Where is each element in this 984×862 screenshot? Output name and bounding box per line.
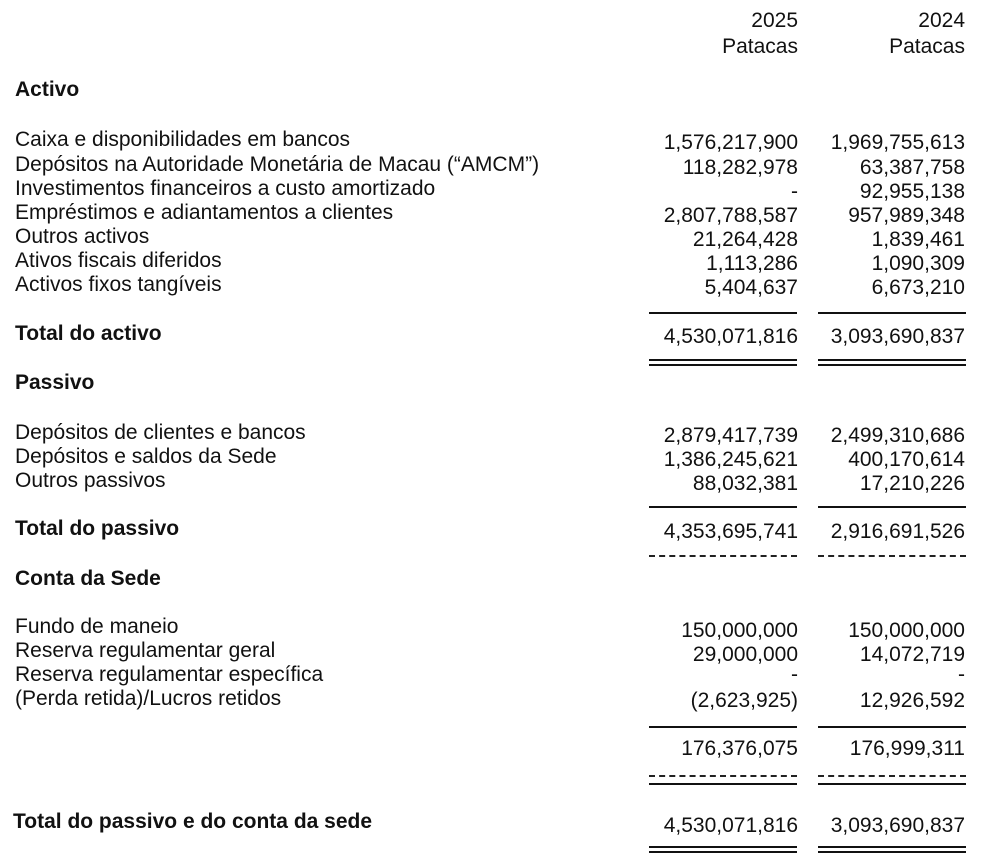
value-2025: 1,576,217,900 <box>663 131 798 154</box>
subtotal-rule <box>818 312 966 314</box>
dashed-rule <box>649 775 797 777</box>
value-2024: 1,969,755,613 <box>830 131 965 154</box>
value-2024: 150,000,000 <box>848 619 965 642</box>
subtotal-2025: 176,376,075 <box>681 737 798 760</box>
row-label: (Perda retida)/Lucros retidos <box>15 687 282 710</box>
row-label: Depósitos de clientes e bancos <box>15 421 306 444</box>
value-2025: 118,282,978 <box>682 156 798 179</box>
grand-total-2025: 4,530,071,816 <box>663 814 798 837</box>
total-label: Total do activo <box>15 322 162 345</box>
value-2025: 88,032,381 <box>692 472 798 495</box>
row-label: Caixa e disponibilidades em bancos <box>15 128 351 151</box>
value-2025: 21,264,428 <box>692 228 798 251</box>
value-2025: 2,879,417,739 <box>663 424 798 447</box>
value-2024: 400,170,614 <box>848 448 965 471</box>
value-2024: 14,072,719 <box>859 643 965 666</box>
row-label: Outros activos <box>15 225 150 248</box>
subtotal-rule <box>818 506 966 508</box>
row-label: Reserva regulamentar específica <box>15 663 324 686</box>
value-2024: 957,989,348 <box>848 204 965 227</box>
underline-rule <box>818 783 966 785</box>
column-currency-2024: Patacas <box>889 35 965 58</box>
row-label: Investimentos financeiros a custo amortizado <box>15 177 436 200</box>
row-label: Fundo de maneio <box>15 615 179 638</box>
subtotal-2024: 176,999,311 <box>849 737 965 760</box>
value-2025: (2,623,925) <box>690 689 798 712</box>
double-rule <box>818 359 966 366</box>
double-rule <box>649 359 797 366</box>
grand-total-2024: 3,093,690,837 <box>830 814 965 837</box>
row-label: Outros passivos <box>15 469 166 492</box>
value-2025: 150,000,000 <box>681 619 798 642</box>
dashed-rule <box>818 555 966 557</box>
subtotal-rule <box>649 726 797 728</box>
value-2024: 1,090,309 <box>871 252 965 275</box>
total-2024: 3,093,690,837 <box>830 325 965 348</box>
value-2025: - <box>791 663 798 686</box>
value-2024: 1,839,461 <box>871 228 965 251</box>
column-currency-2025: Patacas <box>722 35 798 58</box>
subtotal-rule <box>649 506 797 508</box>
subtotal-rule <box>818 726 966 728</box>
section-heading-head-office: Conta da Sede <box>15 567 161 590</box>
value-2025: - <box>791 180 798 203</box>
total-label: Total do passivo <box>15 517 180 540</box>
value-2024: - <box>958 663 965 686</box>
underline-rule <box>649 783 797 785</box>
grand-total-label: Total do passivo e do conta da sede <box>13 810 373 833</box>
dashed-rule <box>649 555 797 557</box>
value-2024: 6,673,210 <box>871 276 965 299</box>
double-rule <box>818 846 966 853</box>
value-2025: 5,404,637 <box>704 276 798 299</box>
subtotal-rule <box>649 312 797 314</box>
double-rule <box>649 846 797 853</box>
value-2025: 1,113,286 <box>706 252 798 275</box>
value-2025: 1,386,245,621 <box>663 448 798 471</box>
value-2024: 92,955,138 <box>859 180 965 203</box>
total-2025: 4,353,695,741 <box>663 520 798 543</box>
row-label: Depósitos e saldos da Sede <box>15 445 277 468</box>
row-label: Reserva regulamentar geral <box>15 639 276 662</box>
row-label: Empréstimos e adiantamentos a clientes <box>15 201 394 224</box>
section-heading-assets: Activo <box>15 78 80 101</box>
row-label: Activos fixos tangíveis <box>15 273 222 296</box>
dashed-rule <box>818 775 966 777</box>
value-2024: 17,210,226 <box>859 472 965 495</box>
value-2024: 12,926,592 <box>859 689 965 712</box>
value-2024: 2,499,310,686 <box>830 424 965 447</box>
value-2024: 63,387,758 <box>859 156 965 179</box>
column-year-2024: 2024 <box>918 9 965 32</box>
value-2025: 29,000,000 <box>692 643 798 666</box>
row-label: Depósitos na Autoridade Monetária de Macau (“AMCM”) <box>15 153 540 176</box>
total-2025: 4,530,071,816 <box>663 325 798 348</box>
value-2025: 2,807,788,587 <box>663 204 798 227</box>
section-heading-liabilities: Passivo <box>15 371 95 394</box>
row-label: Ativos fiscais diferidos <box>15 249 222 272</box>
column-year-2025: 2025 <box>751 9 798 32</box>
total-2024: 2,916,691,526 <box>830 520 965 543</box>
